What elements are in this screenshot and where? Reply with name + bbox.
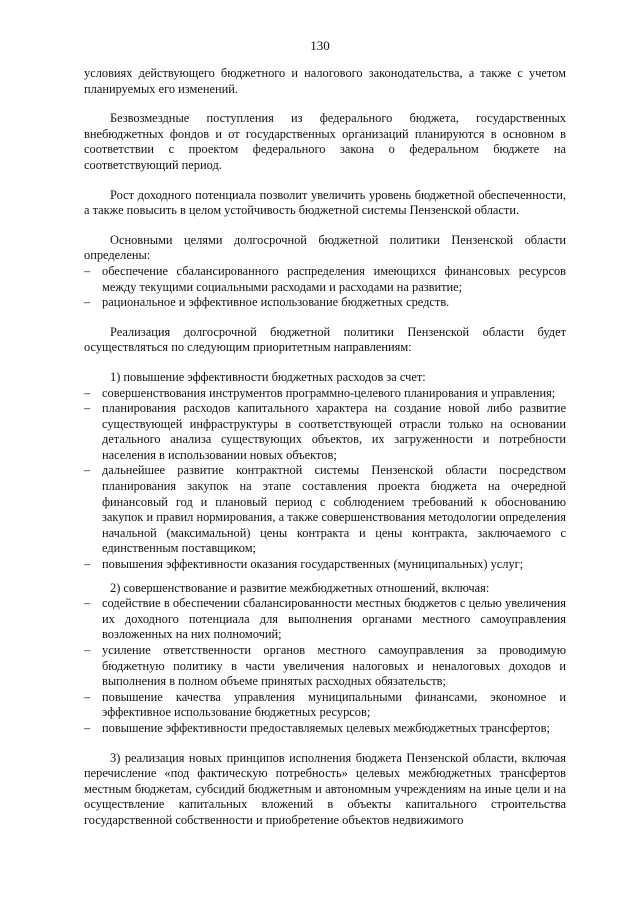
paragraph-goals-intro: Основными целями долгосрочной бюджетной политики Пензенской области определены: xyxy=(84,232,566,263)
bullet-text: повышение качества управления муниципальными финансами, экономное и эффективное использование бюджетных ресурсов; xyxy=(102,689,566,720)
bullet-text: дальнейшее развитие контрактной системы Пензенской области посредством планирования закупок на этапе составления проекта бюджета на очередной финансовый год и плановый период с соблюдением требований к обоснованию закупок и правил нормирования, а также совершенствования методологии определения начальной (максимальной) цены контракта и цены контракта, заключаемого с единственным поставщиком; xyxy=(102,463,566,556)
bullet-text: совершенствования инструментов программно-целевого планирования и управления; xyxy=(102,385,556,400)
bullet-text: повышение эффективности предоставляемых целевых межбюджетных трансфертов; xyxy=(102,720,550,735)
bullet-item xyxy=(84,463,566,557)
bullet-item xyxy=(84,557,566,573)
paragraph-free-receipts: Безвозмездные поступления из федерального бюджета, государственных внебюджетных фондов и от государственных организаций планируются в основном в соответствии с проектом федерального закона о федеральном бюджете на соответствующий период. xyxy=(84,111,566,172)
page-content xyxy=(84,66,566,829)
bullet-text: планирования расходов капитального характера на создание новой либо развитие существующей инфраструктуры в соответствующей отрасли только на основании детального анализа существующих объектов, их загруженности и потребности населения в использовании новых объектов; xyxy=(102,401,566,462)
bullet-dash: – xyxy=(84,295,91,310)
section-heading-1: 1) повышение эффективности бюджетных расходов за счет: xyxy=(110,369,426,384)
section-heading-2: 2) совершенствование и развитие межбюджетных отношений, включая: xyxy=(110,580,490,595)
bullet-text: обеспечение сбалансированного распределения имеющихся финансовых ресурсов между текущими социальными расходами и расходами на развитие; xyxy=(102,263,566,294)
bullet-dash: – xyxy=(84,463,91,478)
bullet-item xyxy=(84,295,566,311)
bullet-dash: – xyxy=(84,689,91,704)
bullet-text: усиление ответственности органов местного самоуправления за проводимую бюджетную политику в части увеличения налоговых и неналоговых доходов и выполнения в полном объеме принятых расходных обязательств; xyxy=(102,643,566,689)
bullet-dash: – xyxy=(84,643,91,657)
bullet-text: содействие в обеспечении сбалансированности местных бюджетов с целью увеличения их доходного потенциала для выполнения органами местного самоуправления возложенных на них полномочий; xyxy=(102,596,566,642)
paragraph-revenue-growth: Рост доходного потенциала позволит увеличить уровень бюджетной обеспеченности, а также повысить в целом устойчивость бюджетной системы Пензенской области. xyxy=(84,187,566,218)
bullet-item xyxy=(84,721,566,737)
paragraph-directions-intro: Реализация долгосрочной бюджетной политики Пензенской области будет осуществляться по следующим приоритетным направлениям: xyxy=(84,324,566,355)
bullet-item xyxy=(84,386,566,402)
bullet-item xyxy=(84,643,566,690)
bullet-dash: – xyxy=(84,263,91,278)
bullet-dash: – xyxy=(84,401,91,416)
paragraph-continuation: условиях действующего бюджетного и налогового законодательства, а также с учетом планируемых его изменений. xyxy=(84,66,566,96)
bullet-item xyxy=(84,264,566,295)
page-number: 130 xyxy=(310,38,330,53)
bullet-dash: – xyxy=(84,720,91,735)
bullet-item xyxy=(84,690,566,721)
bullet-dash: – xyxy=(84,596,91,611)
bullet-item xyxy=(84,401,566,463)
bullet-item xyxy=(84,596,566,643)
bullet-text: рациональное и эффективное использование бюджетных средств. xyxy=(102,295,450,310)
bullet-dash: – xyxy=(84,385,91,400)
bullet-text: повышения эффективности оказания государственных (муниципальных) услуг; xyxy=(102,557,524,572)
bullet-dash: – xyxy=(84,557,91,572)
section-heading-3: 3) реализация новых принципов исполнения бюджета Пензенской области, включая перечисление «под фактическую потребность» целевых межбюджетных трансфертов местным бюджетам, субсидий бюджетным и автономным учреждениям на иные цели и на осуществление капитальных вложений в объекты капитального строительства государственной собственности и приобретение объектов недвижимого xyxy=(84,750,566,827)
